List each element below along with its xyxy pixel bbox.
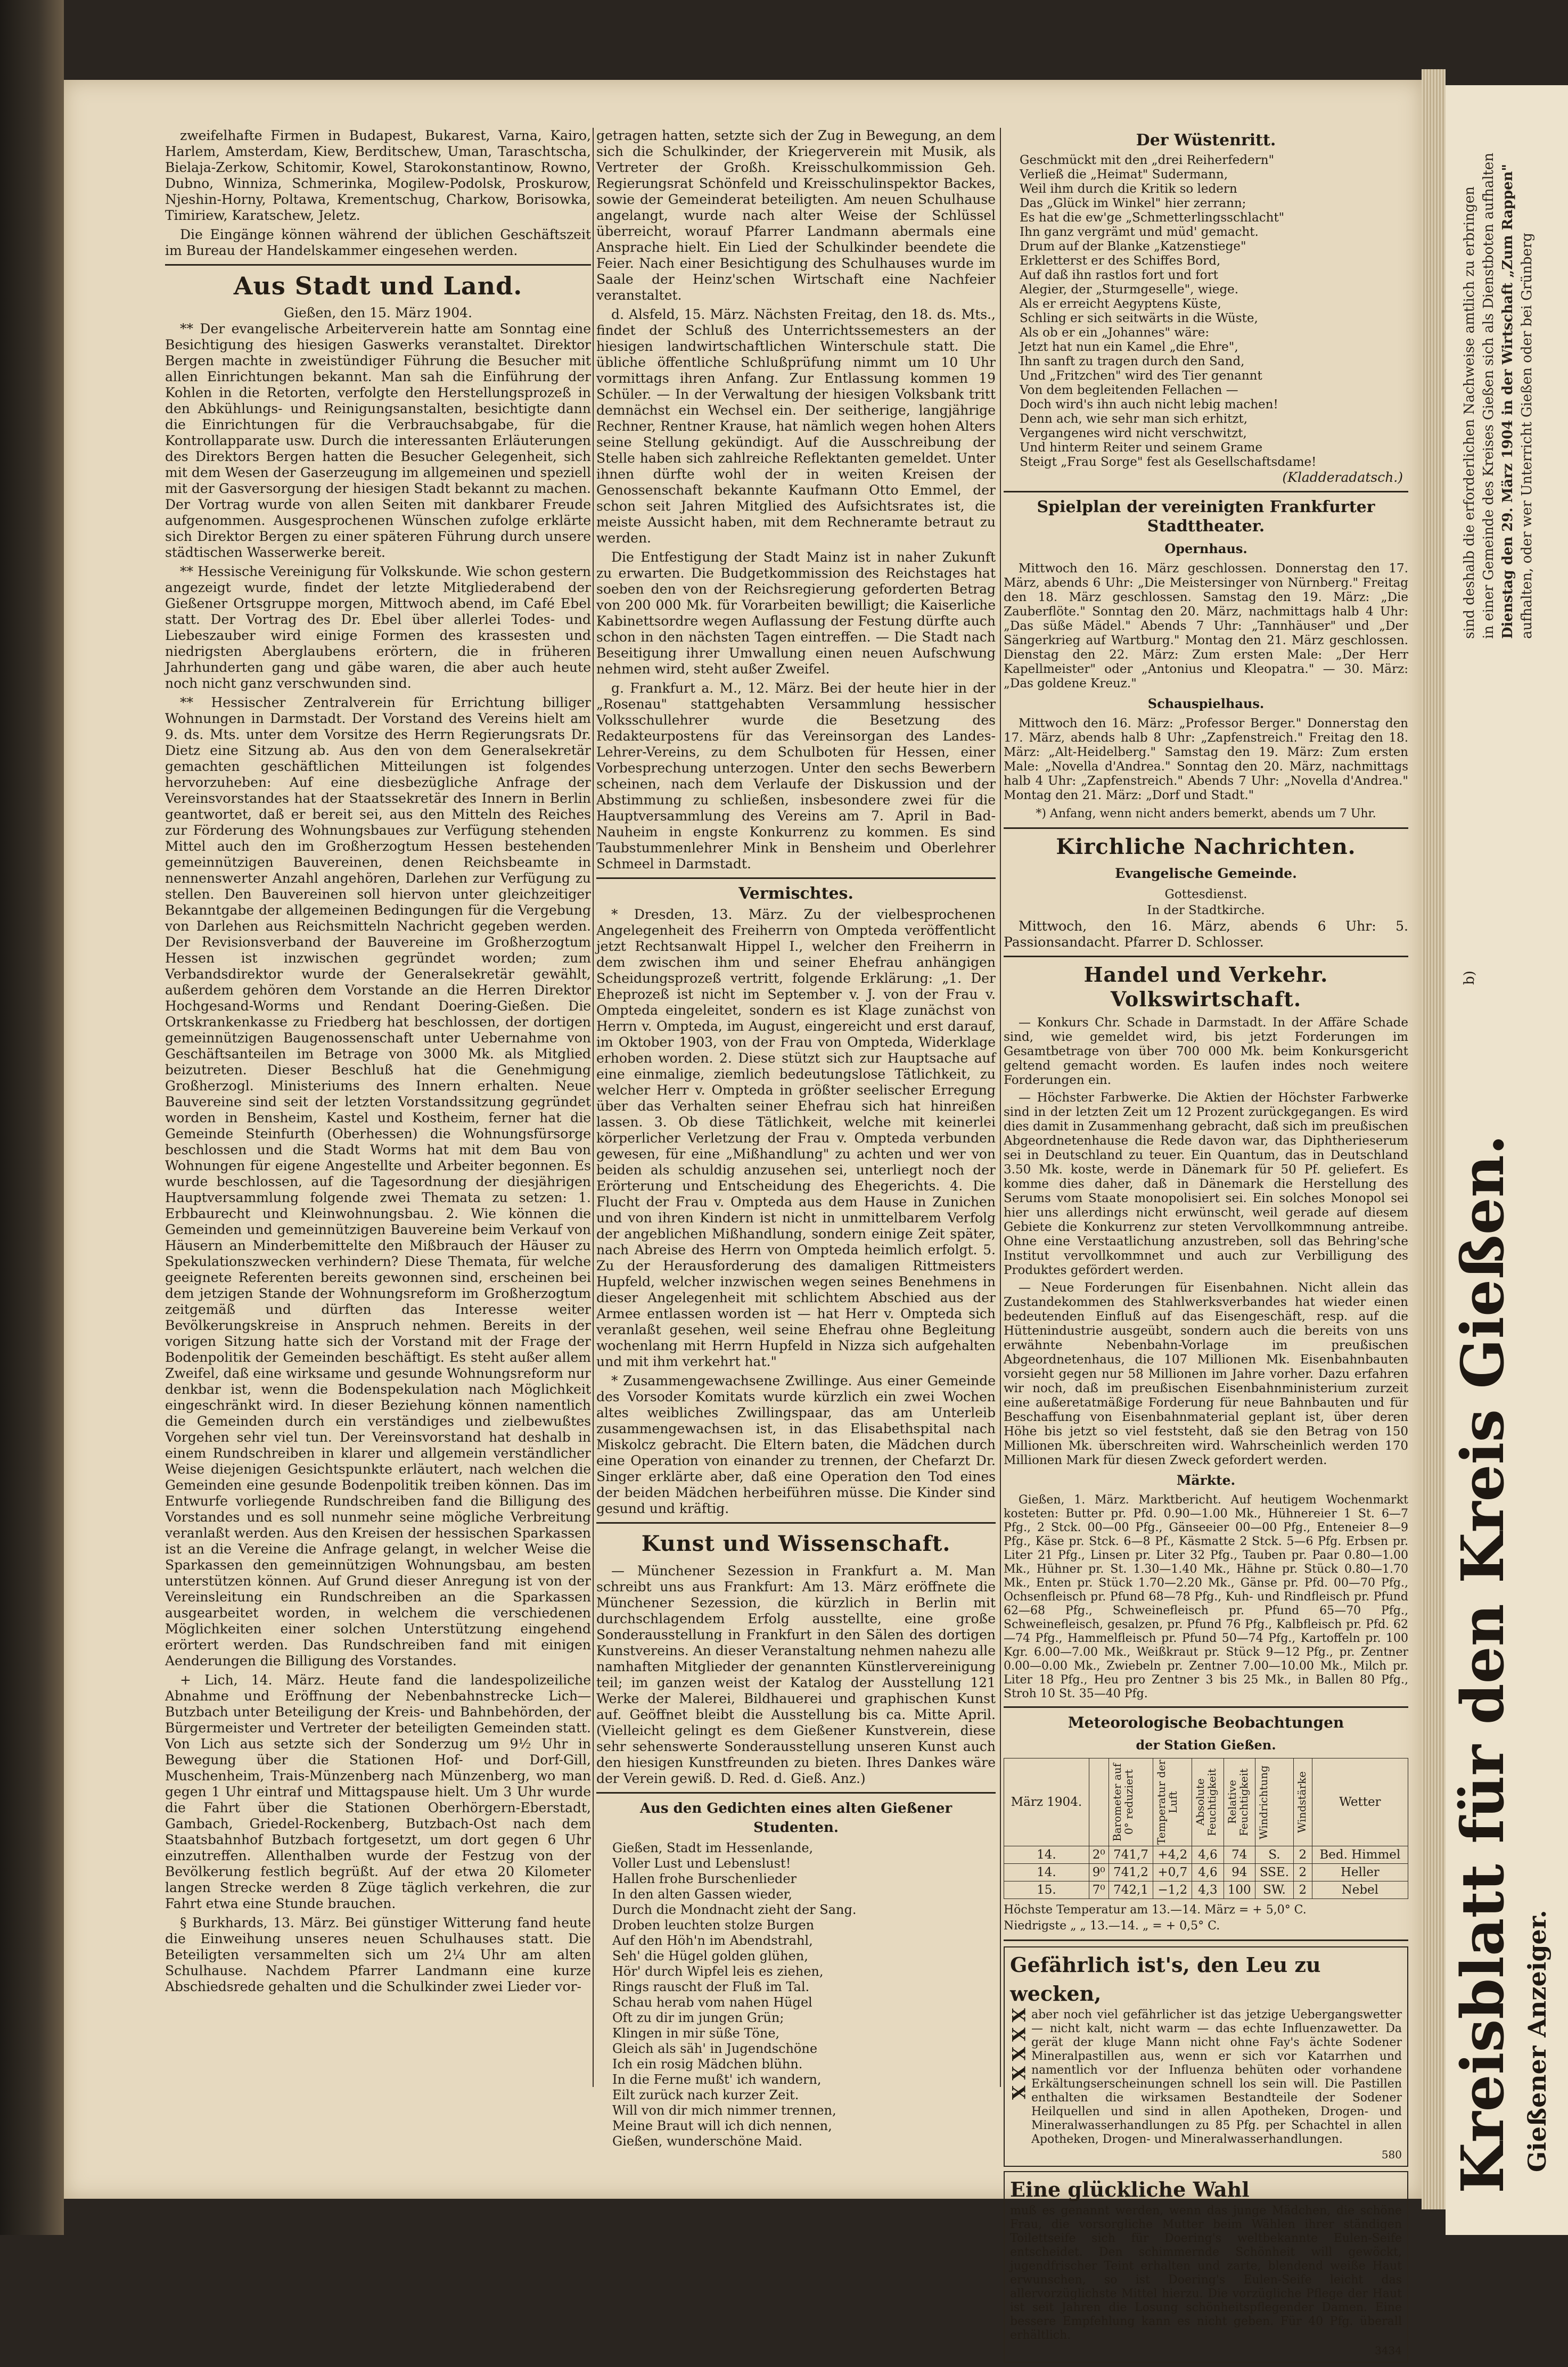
poem-line: Es hat die ew'ge „Schmetterlingsschlacht" [1020,211,1285,225]
poem-line: Jetzt hat nun ein Kamel „die Ehre", [1020,340,1238,354]
poem-line: Schau herab vom nahen Hügel [612,1995,812,2010]
opernhaus-title: Opernhaus. [1164,541,1247,556]
poem-line: Auf den Höh'n im Abendstrahl, [612,1933,813,1948]
meteo-header [1312,1758,1408,1846]
firms-paragraph: zweifelhafte Firmen in Budapest, Bukarest, Varna, Kairo, Harlem, Amsterdam, Kiew, Berditschew, Uman, Taraschtscha, Bielaja-Zerkow, Schitomir, Kowel, Starokonstantinow, Rowno, Dubno, Winniza, Schmerinka, Mogilew-Podolsk, Proskurow, Njeshin-Horny, Poltawa, Krementschug, Charkow, Borisowka, Timiriew, Karatschew, Jeletz. [165,128,591,223]
ad-sodener-title: Gefährlich ist's, den Leu zu wecken, [1010,1953,1321,2006]
section-title-vermischtes: Vermischtes. [738,884,853,903]
poem-line: Klingen in mir süße Töne, [612,2026,780,2041]
poem-line: Voller Lust und Lebenslust! [612,1856,791,1871]
table-cell: Bed. Himmel [1312,1846,1408,1864]
poem-line: Gießen, wunderschöne Maid. [612,2134,802,2149]
meteo-header-abs-humidity: Absolute Feuchtigkeit [1194,1768,1219,1836]
poem-line: Doch wird's ihn auch nicht lebig machen! [1020,398,1278,412]
meteo-header [1192,1758,1224,1846]
meteo-subtitle: der Station Gießen. [1136,1737,1276,1753]
adjacent-page-text [1462,106,1535,985]
poem-line: Denn ach, wie sehr man sich erhitzt, [1020,412,1248,426]
poem-line: Das „Glück im Winkel" hier zerrann; [1020,196,1246,210]
ad-eulen-seife [1004,2171,1408,2363]
poem-line: Hallen frohe Burschenlieder [612,1871,797,1886]
poem-line: Von dem begleitenden Fellachen — [1020,383,1238,397]
meteo-header [1004,1758,1089,1846]
column-1 [165,128,591,1998]
wuestenritt-title: Der Wüstenritt. [1136,131,1276,150]
column-2 [596,128,996,2149]
poem-line: Will von dir mich nimmer trennen, [612,2103,836,2118]
meteo-title: Meteorologische Beobachtungen [1068,1714,1344,1731]
marktbericht: Gießen, 1. März. Marktbericht. Auf heutigem Wochenmarkt kosteten: Butter pr. Pfd. 0.90—1.00 Mk., Hühnereier 1 St. 6—7 Pfg., 2 Stck. 00—00 Pfg., Gänseeier 00—00 Pfg., Enteneier 8—9 Pfg., Käse pr. Stck. 6—8 Pf., Käsmatte 2 Stck. 5—6 Pfg. Erbsen pr. Liter 21 Pfg., Linsen pr. Liter 32 Pfg., Tauben pr. Paar 0.80—1.00 Mk., Hühner pr. St. 1.30—1.40 Mk., Hähne pr. Stück 0.80—1.70 Mk., Enten pr. Stück 1.70—2.20 Mk., Gänse pr. Pfd. 00—70 Pfg., Ochsenfleisch pr. Pfund 68—78 Pfg., Kuh- und Rindfleisch pr. Pfund 62—68 Pfg., Schweinefleisch pr. Pfund 65—70 Pfg., Schweinefleisch, gesalzen, pr. Pfund 76 Pfg., Kalbfleisch pr. Pfd. 62—74 Pfg., Hammelfleisch pr. Pfund 50—74 Pfg., Kartoffeln pr. 100 Kgr. 6.00—7.00 Mk., Weißkraut pr. Stück 9—12 Pfg., pr. Zentner 0.00—0.00 Mk., Zwiebeln pr. Zentner 7.00—10.00 Mk., Milch pr. Liter 18 Pfg., Heu pro Zentner 3 bis 25 Mk., in Ballen 80 Pfg., Stroh 10 St. 35—40 Pfg. [1004,1493,1408,1700]
ad-eulen-code: 3434 [1375,2344,1402,2357]
poem-line: Schling er sich seitwärts in die Wüste, [1020,311,1258,325]
poem-title: Aus den Gedichten eines alten Gießener Studenten. [639,1801,953,1836]
firms-paragraph-2: Die Eingänge können während der üblichen Geschäftszeit im Bureau der Handelskammer eingesehen werden. [165,227,591,258]
ad-sodener-body [1007,2008,1402,2147]
ad-eulen-title: Eine glückliche Wahl [1010,2177,1250,2201]
table-cell: Nebel [1312,1881,1408,1899]
poem-line: In die Ferne mußt' ich wandern, [612,2072,822,2087]
article-alsfeld: d. Alsfeld, 15. März. Nächsten Freitag, den 18. ds. Mts., findet der Schluß des Unterrichtssemesters an der hiesigen landwirtschaftlichen Winterschule statt. Die übliche öffentliche Schlußprüfung nimmt um 10 Uhr vormittags ihren Anfang. Zur Entlassung kommen 19 Schüler. — In der Verwaltung der hiesigen Volksbank tritt demnächst ein Wechsel ein. Der seitherige, langjährige Rechner, Rentner Krause, hat nämlich wegen hohen Alters seine Stellung gekündigt. Auf die Ausschreibung der Stelle haben sich zahlreiche Reflektanten gemeldet. Unter ihnen dürfte wohl der in weiten Kreisen der Genossenschaft bekannte Kaufmann Otto Emmel, der schon seit Jahren Mitglied des Aufsichtsrates ist, die meiste Aussicht haben, mit dem Rechneramte betraut zu werden. [596,307,996,546]
table-cell: −1,2 [1153,1881,1192,1899]
article-burkhards: § Burkhards, 13. März. Bei günstiger Witterung fand heute die Einweihung unseres neuen Schulhauses statt. Die Beteiligten versammelten sich um 2¼ Uhr am alten Schulhause. Nachdem Pfarrer Landmann eine kurze Abschiedsrede gehalten und die Schulkinder zwei Lieder vor- [165,1915,591,1994]
column-rule-1 [593,128,594,2087]
table-cell: 14. [1004,1846,1089,1864]
poem-line: Vergangenes wird nicht verschwitzt, [1020,426,1247,440]
poem-source: (Kladderadatsch.) [1282,470,1403,485]
poem-line: Meine Braut will ich dich nennen, [612,2118,832,2133]
table-cell: Heller [1312,1864,1408,1881]
adjacent-line-1: sind deshalb die erforderlichen Nachweise amtlich zu erbringen [1462,186,1477,639]
divider-vermischtes [596,877,996,879]
article-hoechst: — Höchster Farbwerke. Die Aktien der Höchster Farbwerke sind in der letzten Zeit um 12 Prozent zurückgegangen. Es wird dies damit in Zusammenhang gebracht, daß sich im preußischen Abgeordnetenhause die Rede davon war, das Diphtherieserum sei in Deutschland zu teuer. Ein Quantum, das in Deutschland 3.50 Mk. koste, werde in Dänemark für 50 Pf. geliefert. Es komme dies daher, daß in Dänemark die Herstellung des Serums vom Staate monopolisiert sei. Ein solches Monopol sei hier uns allerdings nicht erwünscht, weil gerade auf diesem Gebiete die Konkurrenz zur steten Vervollkommnung antreibe. Ohne eine Verstaatlichung anzustreben, soll das Behring'sche Institut vervollkommnet und auch zur Verbilligung des Produktes gefördert werden. [1004,1091,1408,1277]
ad-sodener-code: 580 [1381,2148,1402,2161]
page-edge-stack [1422,69,1446,2209]
poem-line: Gleich als säh' in Jugendschöne [612,2041,818,2056]
table-cell: 2 [1293,1881,1312,1899]
adjacent-line-4: aufhalten, oder wer Unterricht Gießen oder bei Grünberg [1519,233,1535,639]
meteo-header-wind-dir: Windrichtung [1257,1765,1270,1839]
column-rule-2 [1000,128,1001,2087]
handel-title: Handel und Verkehr. Volkswirtschaft. [1083,963,1328,1011]
table-cell: 74 [1224,1846,1255,1864]
adjacent-line-3: Dienstag den 29. März 1904 in der Wirtschaft „Zum Rappen" [1500,163,1516,639]
opernhaus-program: Mittwoch den 16. März geschlossen. Donnerstag den 17. März, abends 6 Uhr: „Die Meistersinger von Nürnberg." Freitag den 18. März geschlossen. Samstag den 19. März: „Die Zauberflöte." Sonntag den 20. März, nachmittags halb 4 Uhr: „Das süße Mädel." Abends 7 Uhr: „Tannhäuser" und „Der Sängerkrieg auf Wartburg." Montag den 21. März geschlossen. Dienstag den 22. März: Zum ersten Male: „Der Herr Kapellmeister" oder „Antonius und Kleopatra." — 30. März: „Das goldene Kreuz." [1004,562,1408,691]
meteo-header-rel-humidity: Relative Feuchtigkeit [1225,1768,1250,1836]
table-cell: +4,2 [1153,1846,1192,1864]
article-dresden: * Dresden, 13. März. Zu der vielbesprochenen Angelegenheit des Freiherrn von Ompteda veröffentlicht jetzt Rechtsanwalt Hippel I., welcher den Freiherrn in dem zwischen ihm und seiner Ehefrau anhängigen Scheidungsprozeß vertritt, folgende Erklärung: „1. Der Eheprozeß ist nicht im September v. J. von der Frau v. Ompteda eingeleitet, sondern es ist Klage zunächst von Herrn v. Ompteda, im August, eingereicht und erst darauf, im Oktober 1903, von der Frau von Ompteda, Widerklage erhoben worden. 2. Diese stützt sich zur Hauptsache auf eine einmalige, ziemlich bedeutungslose Tätlichkeit, zu welcher Herr v. Ompteda in größter seelischer Erregung über das Verhalten seiner Ehefrau sich hat hinreißen lassen. 3. Ob diese Tätlichkeit, welche mit keinerlei körperlicher Verletzung der Frau v. Ompteda verbunden gewesen, für eine „Mißhandlung" zu achten und wer von beiden als schuldig anzusehen sei, unterliegt noch der Erörterung und Entscheidung des Ehegerichts. 4. Die Flucht der Frau v. Ompteda aus dem Hause in Zunichen und von ihren Kindern ist nicht in unmittelbarem Verfolg der angeblichen Mißhandlung, sondern einige Zeit später, nach Abreise des Herrn von Ompteda heimlich erfolgt. 5. Zu der Herausforderung des damaligen Rittmeisters Hupfeld, welcher inzwischen wegen seines Benehmens in dieser Angelegenheit mit schlichtem Abschied aus der Armee entlassen worden ist — hat Herr v. Ompteda sich veranlaßt gesehen, weil seine Ehefrau ohne Begleitung wochenlang mit Herrn Hupfeld in Nizza sich aufgehalten und mit ihm verkehrt hat." [596,907,996,1369]
poem-line: Rings rauscht der Fluß im Tal. [612,1979,810,1994]
table-cell: 4,3 [1192,1881,1224,1899]
table-cell: 741,7 [1109,1846,1153,1864]
article-frankfurt: g. Frankfurt a. M., 12. März. Bei der heute hier in der „Rosenau" stattgehabten Versammlung hessischer Volksschullehrer wurde die Besetzung des Redakteurpostens für das Vereinsorgan des Landes-Lehrer-Vereins, zu dem Schulboten für Hessen, einer Vorbesprechung unterzogen. Unter den sechs Bewerbern scheinen, nach dem Verlaufe der Diskussion und der Abstimmung zu schließen, insbesondere zwei für die Hauptversammlung des Vereins am 7. April in Bad-Nauheim in engste Konkurrenz zu kommen. Es sind Taubstummenlehrer Mink in Bensheim und Oberlehrer Schmeel in Darmstadt. [596,680,996,872]
article-eisenbahn: — Neue Forderungen für Eisenbahnen. Nicht allein das Zustandekommen des Stahlwerksverbandes hat wieder einen bedeutenden Einfluß auf das Eisengeschäft, resp. auf die Hüttenindustrie ausgeübt, sondern auch die bereits von uns erwähnte Nebenbahn-Vorlage im preußischen Abgeordnetenhaus, die 107 Millionen Mk. Eisenbahnbauten vorsieht gegen nur 58 Millionen im Jahre vorher. Dazu erfahren wir noch, daß im preußischen Eisenbahnministerium zurzeit eine außeretatmäßige Forderung für neue Bahnbauten und für Beschaffung von Eisenbahnmaterial geplant ist, über deren Höhe bis jetzt so viel feststeht, daß sie den Betrag von 150 Millionen Mk. überschreiten wird. Wahrscheinlich werden 170 Millionen Mark für diesen Zweck gefordert werden. [1004,1281,1408,1467]
poem-line: Als ob er ein „Johannes" wäre: [1020,326,1210,340]
article-mainz: Die Entfestigung der Stadt Mainz ist in naher Zukunft zu erwarten. Die Budgetkommission des Reichstages hat soeben den von der Reichsregierung geforderten Betrag von 200 000 Mk. für Vorarbeiten bewilligt; die Kaiserliche Kabinettsordre wegen Auflassung der Festung dürfte auch schon in den nächsten Tagen eintreffen. — Die Stadt nach Beseitigung ihrer Umwallung einen neuen Aufschwung nehmen wird, steht außer Zweifel. [596,549,996,677]
meteo-header-row [1004,1758,1408,1846]
schauspielhaus-program: Mittwoch den 16. März: „Professor Berger." Donnerstag den 17. März, abends halb 8 Uhr: „Zapfenstreich." Freitag den 18. März: „Alt-Heidelberg." Samstag den 19. März: Zum ersten Male: „Novella d'Andrea." Sonntag den 20. März, nachmittags halb 4 Uhr: „Zapfenstreich." Abends 7 Uhr: „Novella d'Andrea." Montag den 21. März: „Dorf und Stadt." [1004,717,1408,802]
meteo-table [1004,1758,1408,1899]
wuestenritt-poem [1020,153,1408,470]
column-3 [1004,128,1408,2367]
poem-line: Drum auf der Blanke „Katzenstiege" [1020,240,1246,253]
schauspielhaus-title: Schauspielhaus. [1147,696,1265,711]
table-cell: 15. [1004,1881,1089,1899]
table-cell: 741,2 [1109,1864,1153,1881]
article-sezession: — Münchener Sezession in Frankfurt a. M. Man schreibt uns aus Frankfurt: Am 13. März eröffnete die Münchener Sezession, die kürzlich in Berlin mit durchschlagendem Erfolg ausstellte, eine große Sonderausstellung in Frankfurt in den Sälen des dortigen Kunstvereins. An dieser Veranstaltung nehmen nahezu alle namhaften Mitglieder der genannten Künstlervereinigung teil; im ganzen weist der Katalog der Ausstellung 121 Werke der Malerei, Bildhauerei und graphischen Kunst auf. Geöffnet bleibt die Ausstellung bis ca. Mitte April. (Vielleicht gelingt es dem Gießener Kunstverein, diese sehr sehenswerte Sonderausstellung unseren Kunst auch den hiesigen Kunstfreunden zu bieten. Ihres Dankes wäre der Verein gewiß. D. Red. d. Gieß. Anz.) [596,1563,996,1786]
poem-line: Alegier, der „Sturmgeselle", wiege. [1020,283,1239,297]
ad-sodener-text: aber noch viel gefährlicher ist das jetzige Uebergangswetter — nicht kalt, nicht warm — das echte Influenzawetter. Da gerät der kluge Mann nicht ohne Fay's ächte Sodener Mineralpastillen aus, wenn er sich vor Katarrhen und namentlich vor der Influenza behüten oder vorhandene Erkältungserscheinungen schnell los sein will. Die Pastillen enthalten die wirksamen Bestandteile der Sodener Heilquellen und sind in allen Apotheken, Drogen- und Mineralwasserhandlungen zu 85 Pfg. per Schachtel in allen Apotheken, Drogen- und Mineralwasserhandlungen. [1031,2008,1402,2146]
meteo-header [1255,1758,1293,1846]
book-binding-left [0,0,64,2235]
poem-line: Geschmückt mit den „drei Reiherfedern" [1020,153,1275,167]
table-cell: 14. [1004,1864,1089,1881]
poem-line: Gießen, Stadt im Hessenlande, [612,1840,814,1855]
poem-line: Und hinterm Reiter und seinem Grame [1020,441,1263,455]
poem-line: Durch die Mondnacht zieht der Sang. [612,1902,857,1917]
adjacent-line-2: in einer Gemeinde des Kreises Gießen sich als Dienstboten aufhalten [1481,152,1497,639]
kirche-text: Mittwoch, den 16. März, abends 6 Uhr: 5. Passionsandacht. Pfarrer D. Schlosser. [1004,918,1408,950]
table-cell: 4,6 [1192,1846,1224,1864]
table-cell: 7⁰ [1089,1881,1109,1899]
table-cell: 100 [1224,1881,1255,1899]
poem-line: Droben leuchten stolze Burgen [612,1918,815,1933]
poem-line: In den alten Gassen wieder, [612,1887,792,1902]
poem-line: Verließ die „Heimat" Sudermann, [1020,168,1228,182]
table-row [1004,1864,1408,1881]
poem-line: Ihn ganz vergrämt und müd' gemacht. [1020,225,1259,239]
ad-eulen-text: muß es genannt werden, wenn das junge Mädchen, die schöne Frau, die vorsorgliche Mutter beim Wählen ihrer ständigen Toilettseife sich für Doering's weltbekannte Eulen-Seife entscheidet. Den schimmernde Schönheit will gewöckt, jugendfrischer Teint erhalten und zarte, blendend weiße Haut erwunschen, so ist Doering's Eulen-Seife leicht das allervorzüglichste Mittel hierzu. Die vorzügliche Pflege der Haut ist seit Jahren die Losung schönheitspflegender Damen. Eine bessere Empfehlung kann es nicht geben. Für 40 Pfg. überall erhältlich. [1010,2204,1402,2342]
kirche-subtitle: Evangelische Gemeinde. [1115,866,1297,881]
table-cell: 94 [1224,1864,1255,1881]
table-cell: 4,6 [1192,1864,1224,1881]
poem-line: Ihn sanft zu tragen durch den Sand, [1020,355,1245,368]
poem-line: Erkletterst er des Schiffes Bord, [1020,254,1221,268]
divider-poem [596,1792,996,1794]
divider-handel [1004,956,1408,957]
table-cell: +0,7 [1153,1864,1192,1881]
article-burkhards-cont: getragen hatten, setzte sich der Zug in Bewegung, an dem sich die Schulkinder, der Kriegerverein mit Musik, als Vertreter der Großh. Kreisschulkommission Geh. Regierungsrat Schönfeld und Kreisschulinspektor Backes, sowie der Gemeinderat beteiligten. Am neuen Schulhause angelangt, wurde nach alter Weise der Schlüssel überreicht, worauf Pfarrer Landmann abermals eine Ansprache hielt. Ein Lied der Schulkinder beendete die Feier. Nach einer Besichtigung des Schulhauses wurde im Saale der Heinz'schen Wirtschaft eine Nachfeier veranstaltet. [596,128,996,303]
ad-sodener-ornament: XXXXX [1007,2008,1029,2105]
table-cell: 2 [1293,1846,1312,1864]
kirche-gottesdienst: Gottesdienst. [1164,887,1247,901]
poem-line: Auf daß ihn rastlos fort und fort [1020,268,1218,282]
table-cell: 742,1 [1109,1881,1153,1899]
poem [612,1840,996,2149]
masthead-subtitle: Gießener Anzeiger. [1523,1910,1551,2172]
table-row [1004,1881,1408,1899]
divider-kirche [1004,827,1408,829]
poem-line: Und „Fritzchen" wird des Tier genannt [1020,369,1262,383]
article-lich: + Lich, 14. März. Heute fand die landespolizeiliche Abnahme und Eröffnung der Nebenbahnstrecke Lich—Butzbach unter Beteiligung der Kreis- und Bahnbehörden, der Bürgermeister und Vertreter der beteiligten Gemeinden statt. Von Lich aus setzte sich der Sonderzug um 9½ Uhr in Bewegung über die Stationen Hof- und Dorf-Gill, Muschenheim, Trais-Münzenberg nach Münzenberg, wo man gegen 1 Uhr eintraf und Mittagspause hielt. Um 3 Uhr wurde die Fahrt über die Stationen Oberhörgern-Eberstadt, Gambach, Griedel-Rockenberg, Butzbach-Ost nach dem Staatsbahnhof Butzbach fortgesetzt, um dort gegen 6 Uhr einzutreffen. Allenthalben wurde der Festzug von der Bevölkerung festlich begrüßt. Auf der etwa 20 Kilometer langen Strecke werden 8 Züge täglich verkehren, die zur Fahrt etwa eine Stunde brauchen. [165,1672,591,1911]
meteo-max: Höchste Temperatur am 13.—14. März = + 5,0° C. [1004,1903,1307,1917]
article-zwillinge: * Zusammengewachsene Zwillinge. Aus einer Gemeinde des Vorsoder Komitats wurde kürzlich ein zwei Wochen altes weibliches Zwillingspaar, das am Unterleib zusammengewachsen ist, in das Elisabethspital nach Miskolcz gebracht. Die Eltern baten, die Mädchen durch eine Operation von einander zu trennen, der Chefarzt Dr. Singer erklärte aber, daß eine Operation den Tod eines der beiden Mädchen herbeiführen müsse. Die Kinder sind gesund und kräftig. [596,1373,996,1516]
adjacent-mark: b) [1462,971,1477,985]
poem-line: Ich ein rosig Mädchen blühn. [612,2057,803,2072]
poem-line: Oft zu dir im jungen Grün; [612,2010,784,2025]
article-arbeiterverein: ** Der evangelische Arbeiterverein hatte am Sonntag eine Besichtigung des hiesigen Gaswerks veranstaltet. Direktor Bergen machte in zweistündiger Führung die Besucher mit allen Einrichtungen bekannt. Man sah die Einführung der Kohlen in die Retorten, verfolgte den Herstellungsprozeß in den Abkühlungs- und Reinigungsanstalten, besichtigte dann die Einrichtungen für die Verbrauchsabgabe, für die Kontrollapparate usw. Durch die interessanten Erläuterungen des Direktors Bergen hatten die Besucher Gelegenheit, sich mit dem Wesen der Gaserzeugung im allgemeinen und speziell mit der Gasversorgung der hiesigen Stadt bekannt zu machen. Der Vortrag wurde von allen Seiten mit dankbarer Freude aufgenommen. Ausgesprochenen Wünschen zufolge erklärte sich Direktor Bergen zu einer späteren Führung durch unsere städtischen Wasserwerke bereit. [165,321,591,560]
poem-line: Hör' durch Wipfel leis es ziehen, [612,1964,824,1979]
poem-line: Weil ihm durch die Kritik so ledern [1020,182,1237,196]
table-cell: S. [1255,1846,1293,1864]
masthead-kreisblatt: Kreisblatt für den Kreis Gießen. [1448,1135,1517,2193]
poem-line: Steigt „Frau Sorge" fest als Gesellschaftsdame! [1020,455,1317,469]
divider-kunst [596,1522,996,1524]
section-title-aus-stadt: Aus Stadt und Land. [233,272,523,300]
kirche-stadtkirche: In der Stadtkirche. [1147,903,1265,917]
article-volkskunde: ** Hessische Vereinigung für Volkskunde. Wie schon gestern angezeigt wurde, findet der letzte Mitgliederabend der Gießener Ortsgruppe morgen, Mittwoch abend, im Café Ebel statt. Der Vortrag des Dr. Ebel über allerlei Todes- und Liebeszauber wird einige Formen des krassesten und niedrigsten Aberglaubens erörtern, die in früheren Jahrhunderten gang und gäbe waren, die aber auch heute noch nicht ganz verschwunden sind. [165,564,591,691]
article-zentralverein: ** Hessischer Zentralverein für Errichtung billiger Wohnungen in Darmstadt. Der Vorstand des Vereins hielt am 9. ds. Mts. unter dem Vorsitze des Herrn Regierungsrats Dr. Dietz eine Sitzung ab. Aus den von dem Generalsekretär gemachten geschäftlichen Mitteilungen ist folgendes hervorzuheben: Auf eine diesbezügliche Anfrage der Vereinsvorstandes hat der Staatssekretär des Innern in Berlin geantwortet, daß er bereit sei, aus den Mitteln des Reiches zur Förderung des Wohnungsbaues zur Verfügung stehenden Mittel auch den im Großherzogtum Hessen bestehenden gemeinnützigen Bauvereinen, denen Reichsbeamte in nennenswerter Anzahl angehören, Darlehen zur Verfügung zu stellen. Den Bauvereinen soll hiervon unter gleichzeitiger Bekanntgabe der allgemeinen Bedingungen für die Vergebung von Darlehen aus Reichsmitteln Nachricht gegeben werden. Der Revisionsverband der Bauvereine im Großherzogtum Hessen ist inzwischen gegründet worden; zum Verbandsdirektor wurde der Generalsekretär gewählt, außerdem gehören dem Vorstande an die Herren Direktor Hochgesand-Worms und Rendant Doering-Gießen. Die Ortskrankenkasse zu Friedberg hat beschlossen, der dortigen gemeinnützigen Baugenossenschaft unter Uebernahme von Geschäftsanteilen im Betrage von 3000 Mk. als Mitglied beizutreten. Dieser Beschluß hat die Genehmigung Großherzogl. Ministeriums des Innern erhalten. Neue Bauvereine sind seit der letzten Vorstandssitzung gegründet worden in Bensheim, Kastel und Kostheim, ferner hat die Gemeinde Steinfurth (Oberhessen) die Wohnungsfürsorge beschlossen und die Stadt Worms hat mit dem Bau von Wohnungen für eigene Angestellte und Arbeiter begonnen. Es wurde beschlossen, auf die Tagesordnung der diesjährigen Hauptversammlung folgende zwei Themata zu setzen: 1. Erbbaurecht und Kleinwohnungsbau. 2. Wie können die Gemeinden und gemeinnützigen Bauvereine beim Verkauf von Häusern an Minderbemittelte den Mißbrauch der Häuser zu Spekulationszwecken verhindern? Diese Themata, für welche geeignete Referenten bereits gewonnen sind, erscheinen bei dem jetzigen Stande der Wohnungsreform im Großherzogtum zeitgemäß und dürften das Interesse weiter Bevölkerungskreise in Anspruch nehmen. Bereits in der vorigen Sitzung hatte sich der Vorstand mit der Frage der Bodenpolitik der Gemeinden beschäftigt. Es steht außer allem Zweifel, daß eine wirksame und gesunde Wohnungsreform nur denkbar ist, wenn die Bodenspekulation nach Möglichkeit eingeschränkt wird. In dieser Beziehung können namentlich die Gemeinden durch ein verständiges und zielbewußtes Vorgehen sehr viel tun. Der Vereinsvorstand hat deshalb in einem Rundschreiben in klarer und allgemein verständlicher Weise diejenigen Gesichtspunkte erläutert, nach welchen die Gemeinden eine gesunde Bodenpolitik treiben können. Das im Entwurfe vorliegende Rundschreiben fand die Billigung des Vorstandes und es soll nunmehr seine mögliche Verbreitung veranlaßt werden. Aus den Kreisen der hessischen Sparkassen ist an die Vereine die Anfrage gelangt, in welcher Weise die Sparkassen den gemeinnützigen Wohnungsbau, am besten unterstützen können. Auf Grund dieser Anregung ist von der Vereinsleitung ein Rundschreiben an die Sparkassen ausgearbeitet worden, in welchem die verschiedenen Möglichkeiten einer solchen Unterstützung eingehend erörtert werden. Das Rundschreiben fand mit einigen Aenderungen die Billigung des Vorstandes. [165,695,591,1669]
table-cell: SW. [1255,1881,1293,1899]
table-cell: 2 [1293,1864,1312,1881]
maerkte-title: Märkte. [1176,1473,1236,1488]
table-cell: SSE. [1255,1864,1293,1881]
meteo-header-weather: Wetter [1339,1795,1381,1809]
meteo-header [1153,1758,1192,1846]
meteo-header [1109,1758,1153,1846]
poem-line: Seh' die Hügel golden glühen, [612,1949,808,1963]
spielplan-title: Spielplan der vereinigten Frankfurter Stadttheater. [1037,498,1375,536]
meteo-header [1293,1758,1312,1846]
table-row [1004,1846,1408,1864]
ad-sodener [1004,1946,1408,2167]
meteo-header-barometer: Barometer auf 0° reduziert [1110,1763,1135,1842]
table-cell: 2⁰ [1089,1846,1109,1864]
table-cell: 9⁰ [1089,1864,1109,1881]
divider-spielplan [1004,491,1408,492]
section-divider [165,264,591,266]
poem-line: Als er erreicht Aegyptens Küste, [1020,297,1221,311]
meteo-header [1224,1758,1255,1846]
kirche-title: Kirchliche Nachrichten. [1056,834,1356,859]
article-konkurs: — Konkurs Chr. Schade in Darmstadt. In der Affäre Schade sind, wie gemeldet wird, bis jetzt Forderungen im Gesamtbetrage von über 700 000 Mk. beim Konkursgericht geltend gemacht worden. Es laufen indes noch weitere Forderungen ein. [1004,1016,1408,1087]
meteo-header [1089,1758,1109,1846]
meteo-header-temperature: Temperatur der Luft [1155,1760,1180,1845]
poem-line: Eilt zurück nach kurzer Zeit. [612,2087,799,2102]
meteo-min: Niedrigste „ „ 13.—14. „ = + 0,5° C. [1004,1919,1220,1933]
meteo-header-date: März 1904. [1011,1795,1082,1809]
meteo-header-wind-force: Windstärke [1295,1771,1308,1834]
section-title-kunst: Kunst und Wissenschaft. [641,1531,951,1556]
spielplan-note: *) Anfang, wenn nicht anders bemerkt, abends um 7 Uhr. [1036,807,1376,820]
divider-ad1 [1004,1939,1408,1941]
divider-meteo [1004,1706,1408,1708]
dateline: Gießen, den 15. März 1904. [284,305,472,320]
